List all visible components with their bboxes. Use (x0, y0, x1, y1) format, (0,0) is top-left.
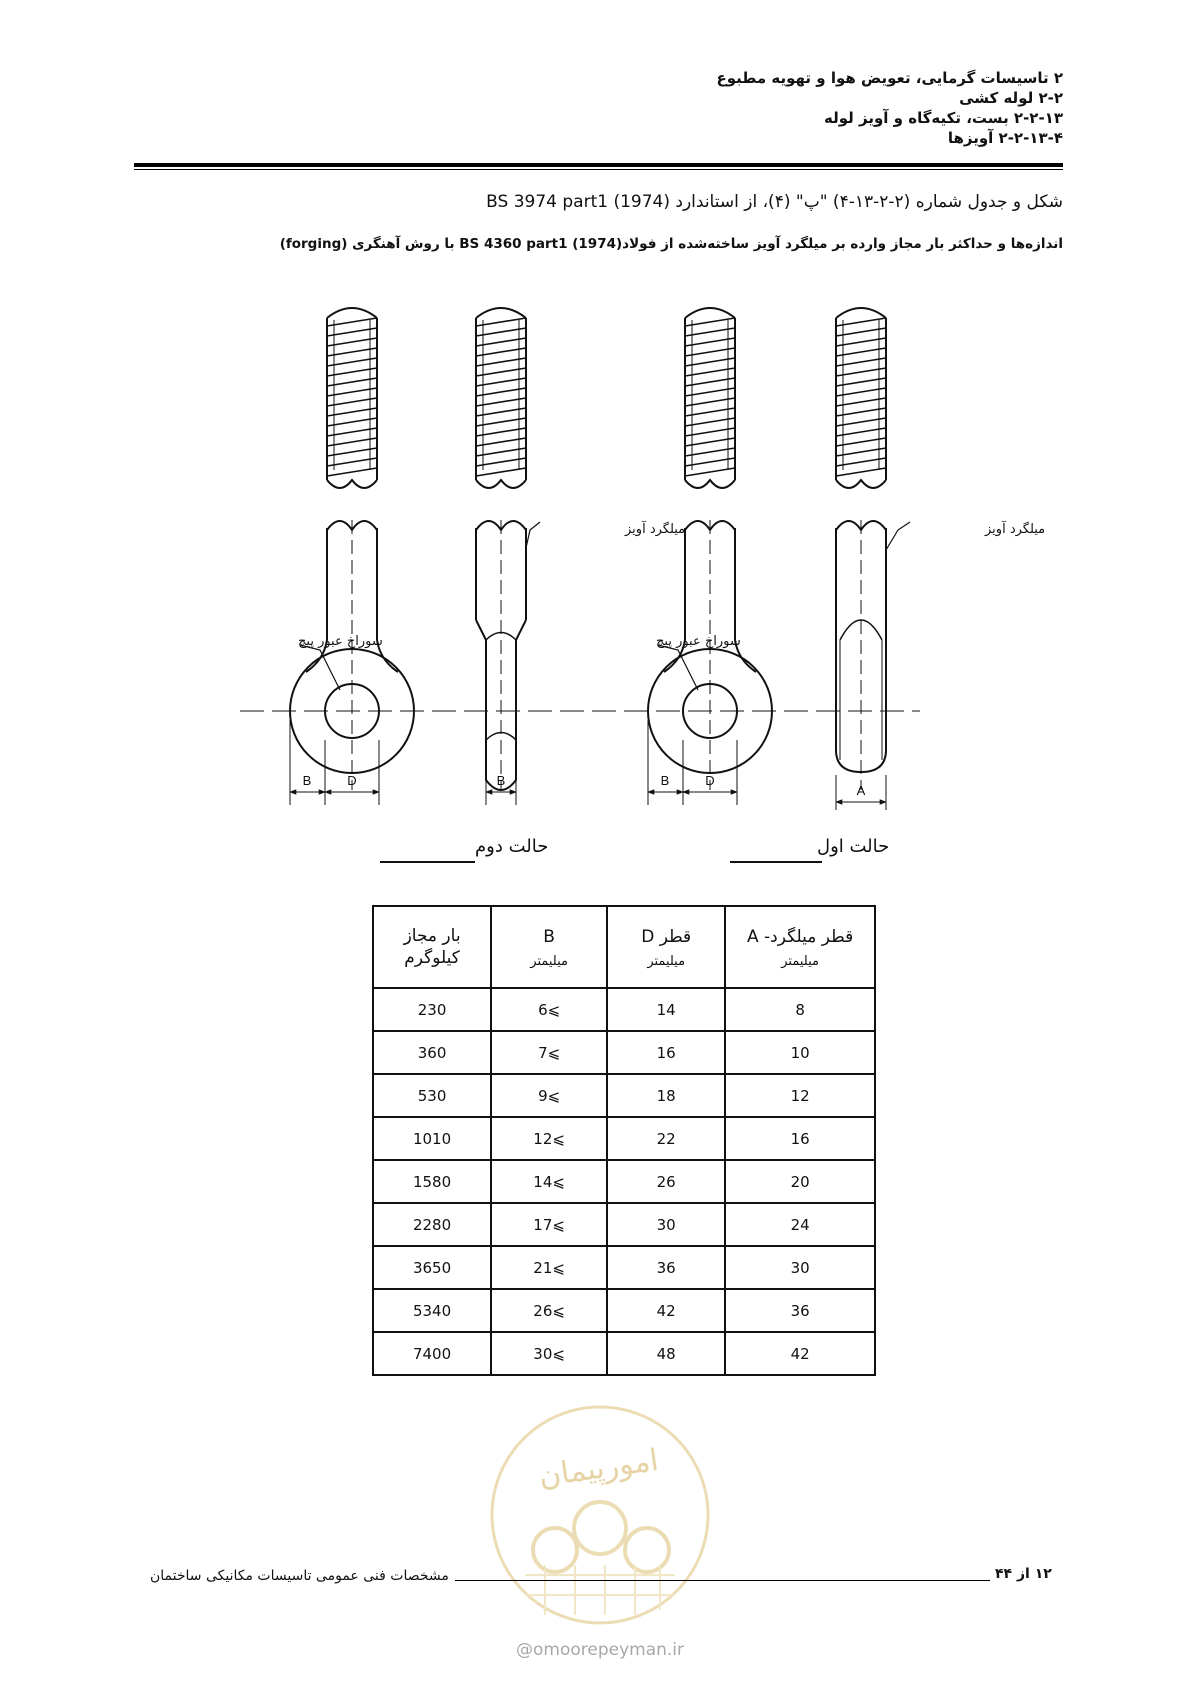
cell-d: 48 (607, 1332, 725, 1375)
cell-a: 10 (725, 1031, 875, 1074)
spec-table (372, 905, 876, 1376)
cell-a: 30 (725, 1246, 875, 1289)
header-d: قطر D میلیمتر (607, 906, 725, 988)
cell-a: 42 (725, 1332, 875, 1375)
cell-b: ⩾12 (491, 1117, 607, 1160)
dim-b-case-two: B (302, 773, 312, 788)
cell-d: 16 (607, 1031, 725, 1074)
cell-a: 12 (725, 1074, 875, 1117)
cell-d: 26 (607, 1160, 725, 1203)
table-row (373, 988, 875, 1031)
cell-load: 1010 (373, 1117, 491, 1160)
footer-page-number: ۱۲ از ۴۴ (995, 1566, 1052, 1582)
label-rod-case-two: میلگرد آویز (625, 522, 686, 537)
case-one-title: حالت اول (817, 836, 890, 857)
cell-b: ⩾7 (491, 1031, 607, 1074)
cell-d: 18 (607, 1074, 725, 1117)
table-row (373, 1160, 875, 1203)
cell-d: 14 (607, 988, 725, 1031)
table-row (373, 1117, 875, 1160)
table-header-row (373, 906, 875, 988)
cell-a: 16 (725, 1117, 875, 1160)
svg-text:امورپیمان: امورپیمان (536, 1442, 661, 1495)
rod-side-view-case-two (476, 520, 526, 790)
header-subsection: ۲-۲-۱۳ بست، تکیه‌گاه و آویز لوله (824, 109, 1063, 127)
cell-d: 42 (607, 1289, 725, 1332)
cell-load: 2280 (373, 1203, 491, 1246)
cell-a: 20 (725, 1160, 875, 1203)
footer-document-title: مشخصات فنی عمومی تاسیسات مکانیکی ساختمان (150, 1568, 449, 1584)
cell-b: ⩾14 (491, 1160, 607, 1203)
cell-load: 360 (373, 1031, 491, 1074)
cell-d: 22 (607, 1117, 725, 1160)
cell-a: 8 (725, 988, 875, 1031)
table-row (373, 1074, 875, 1117)
dim-b-side-case-two: B (496, 773, 506, 788)
dim-a-case-one: A (856, 783, 866, 798)
table-row (373, 1031, 875, 1074)
label-rod-case-one: میلگرد آویز (985, 522, 1046, 537)
watermark-url: @omoorepeyman.ir (515, 1640, 685, 1660)
cell-a: 36 (725, 1289, 875, 1332)
table-row (373, 1203, 875, 1246)
cell-load: 5340 (373, 1289, 491, 1332)
dim-d-case-one: D (705, 773, 715, 788)
case-two-title: حالت دوم (475, 836, 549, 857)
header-allowable-load: بار مجاز کیلوگرم (373, 906, 491, 988)
header-topic: ۲-۲-۱۳-۴ آویزها (947, 129, 1063, 147)
cell-b: ⩾21 (491, 1246, 607, 1289)
cell-b: ⩾9 (491, 1074, 607, 1117)
cell-load: 7400 (373, 1332, 491, 1375)
cell-d: 36 (607, 1246, 725, 1289)
watermark-logo (485, 1400, 715, 1630)
cell-b: ⩾30 (491, 1332, 607, 1375)
label-hole-case-two: سوراخ عبور پیچ (298, 634, 383, 649)
table-row (373, 1289, 875, 1332)
cell-load: 1580 (373, 1160, 491, 1203)
header-b: B میلیمتر (491, 906, 607, 988)
cell-b: ⩾6 (491, 988, 607, 1031)
header-rod-diameter: قطر میلگرد- A میلیمتر (725, 906, 875, 988)
cell-d: 30 (607, 1203, 725, 1246)
rod-side-view-case-one (836, 520, 886, 790)
dim-d-case-two: D (347, 773, 357, 788)
dim-b-case-one: B (660, 773, 670, 788)
label-hole-case-one: سوراخ عبور پیچ (656, 634, 741, 649)
table-row (373, 1246, 875, 1289)
cell-a: 24 (725, 1203, 875, 1246)
cell-load: 230 (373, 988, 491, 1031)
header-section: ۲-۲ لوله کشی (959, 89, 1063, 107)
footer-rule (455, 1580, 990, 1581)
header-chapter: ۲ تاسیسات گرمایی، تعویض هوا و تهویه مطبوع (716, 69, 1063, 87)
figure-title: شکل و جدول شماره (۲-۲-۱۳-۴) "پ" (۴)، از استاندارد (1974) BS 3974 part1 (486, 192, 1063, 212)
figure-subtitle: اندازه‌ها و حداکثر بار مجاز وارده بر میلگرد آویز ساخته‌شده از فولاد(1974) BS 4360 part1 با روش آهنگری (forging) (279, 236, 1063, 252)
cell-b: ⩾17 (491, 1203, 607, 1246)
cell-load: 530 (373, 1074, 491, 1117)
table-row (373, 1332, 875, 1375)
cell-b: ⩾26 (491, 1289, 607, 1332)
cell-load: 3650 (373, 1246, 491, 1289)
